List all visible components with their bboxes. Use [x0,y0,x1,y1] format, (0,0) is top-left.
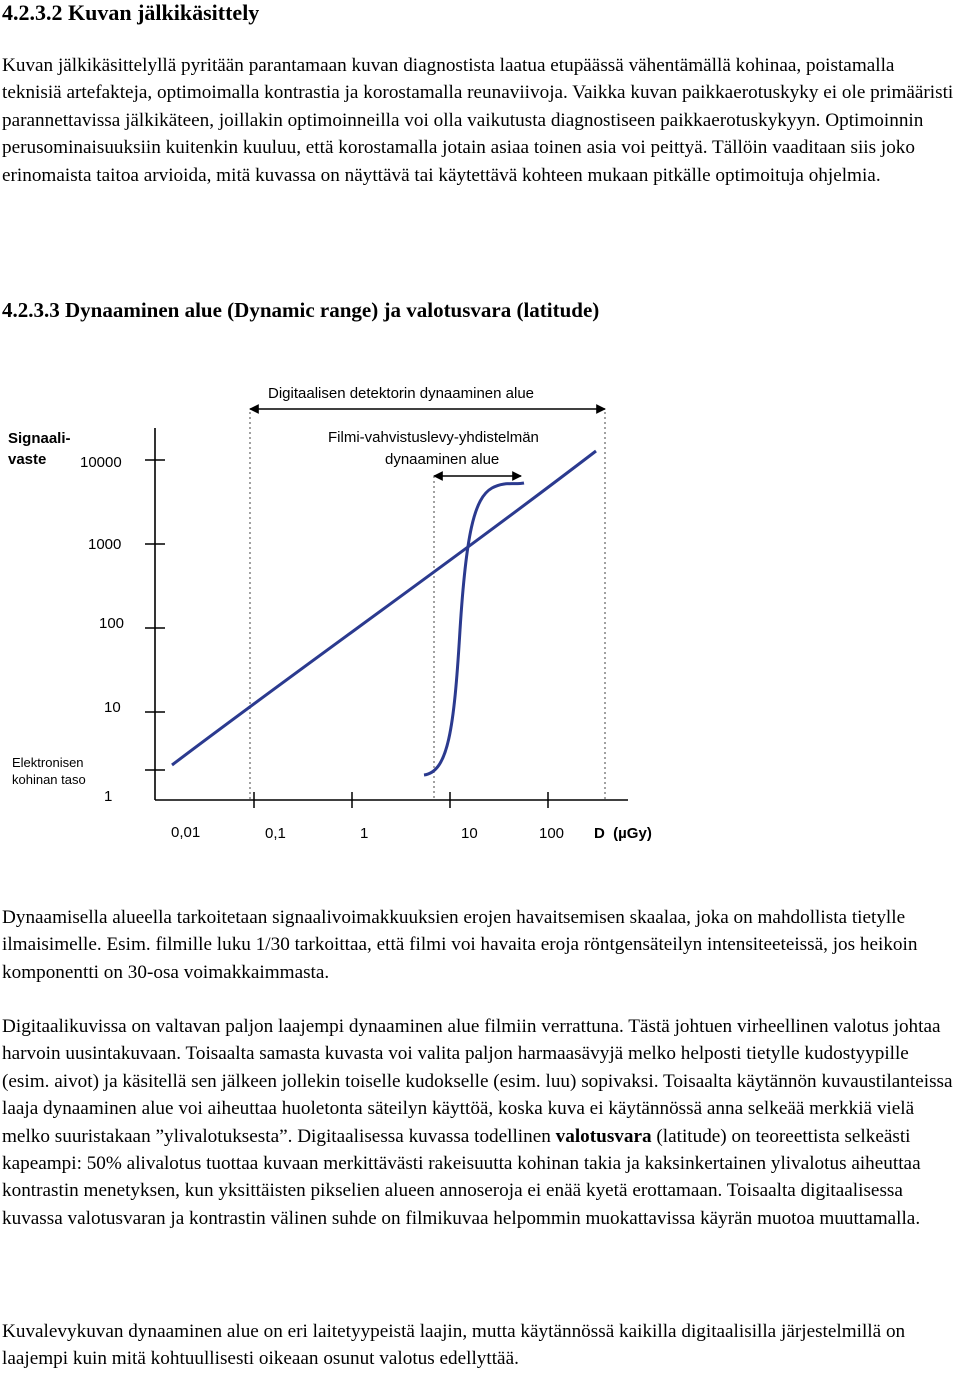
digital-latitude-paragraph [2,1013,958,1232]
noise-level-label-line2: kohinan taso [12,772,86,787]
x-tick-label: 100 [539,825,565,842]
film-range-label-line1: Filmi-vahvistuslevy-yhdistelmän [328,429,539,446]
x-tick-label: 0,1 [265,825,286,842]
x-axis-label: D (µGy) [594,825,652,842]
paragraph-text: Digitaalikuvissa on valtavan paljon laajempi dynaaminen alue filmiin verrattuna. Tästä johtuen virheellinen valotus johtaa harvoin uusintakuvaan. Toisaalta samasta kuvasta voi valita paljon harmaasävyjä melko helposti tietylle kudostyypille (esim. aivot) ja käsitellä sen jälkeen jollekin toiselle kudokselle (esim. luu) sopivaksi. Toisaalta käytännön kuvaustilanteissa laaja dynaaminen alue voi aiheuttaa huoletonta säteilyn käyttöä, koska kuva ei käytännössä anna selkeää merkkiä vielä melko suuristakaan ”ylivalotuksesta”. Digitaalisessa kuvassa todellinen [2,1016,953,1147]
dynamic-range-figure [0,370,960,860]
film-range-label-line2: dynaaminen alue [385,451,500,468]
range-boundary-lines [250,412,605,800]
digital-range-label: Digitaalisen detektorin dynaaminen alue [268,385,535,402]
y-axis-title-line2: vaste [8,451,47,468]
x-tick-label: 0,01 [171,824,201,841]
paragraph-text: (latitude) on teoreettista selkeästi kapeampi: 50% alivalotus tuottaa kuvaan merkittävästi rakeisuutta kohinan takia ja kaksinkertainen ylivalotus aiheuttaa kontrastin menetyksen, kun yksittäisten pikselien alueen annoseroja ei enää kyetä erottamaan. Toisaalta digitaalisessa kuvassa valotusvaran ja kontrastin välinen suhde on filmikuvaa helpommin muokattavissa käyrän muotoa muuttamalla. [2,1125,921,1229]
noise-level-label-line1: Elektronisen [12,755,84,770]
section-heading-dynamic-range: 4.2.3.3 Dynaaminen alue (Dynamic range) ja valotusvara (latitude) [2,298,600,322]
dynamic-range-paragraph: Dynaamisella alueella tarkoitetaan signaalivoimakkuuksien erojen havaitsemisen skaalaa, joka on mahdollista tietylle ilmaisimelle. Esim. filmille luku 1/30 tarkoittaa, että filmi voi havaita eroja röntgensäteilyn intensiteeteissä, jos heikoin komponentti on 30-osa voimakkaimmasta. [2,907,918,983]
imaging-plate-paragraph: Kuvalevykuvan dynaaminen alue on eri laitetyypeistä laajin, mutta käytännössä kaikilla digitaalisilla järjestelmillä on laajempi kuin mitä kohtuullisesti oikeaan osunut valotus edellyttää. [2,1321,906,1370]
y-tick-label: 1 [104,788,113,805]
y-tick-label: 100 [99,615,125,632]
x-tick-label: 10 [461,825,478,842]
y-axis-title-line1: Signaali- [8,430,71,447]
digital-detector-curve [172,451,596,765]
y-tick-label: 1000 [88,536,122,553]
latitude-term: valotusvara [555,1125,652,1147]
film-screen-curve [424,483,524,775]
y-tick-label: 10 [104,699,121,716]
y-tick-label: 10000 [80,454,122,471]
post-processing-paragraph: Kuvan jälkikäsittelyllä pyritään parantamaan kuvan diagnostista laatua etupäässä vähentämällä kohinaa, poistamalla teknisiä artefakteja, optimoimalla kontrastia ja korostamalla reunaviivoja. Vaikka kuvan paikkaerotuskyky ei ole primääristi parannettavissa jälkikäteen, joillakin optimoinneilla voi olla vaikutusta diagnostiseen paikkaerotuskykyyn. Optimoinnin perusominaisuuksiin kuitenkin kuuluu, että korostamalla jotain asiaa toinen asia voi peittyä. Tällöin vaaditaan siis joko erinomaista taitoa arvioida, mitä kuvassa on näyttävä tai käytettävä kohteen mukaan pitkälle optimoituja ohjelmia. [2,55,954,186]
x-tick-label: 1 [360,825,369,842]
section-heading-post-processing: 4.2.3.2 Kuvan jälkikäsittely [2,0,260,25]
